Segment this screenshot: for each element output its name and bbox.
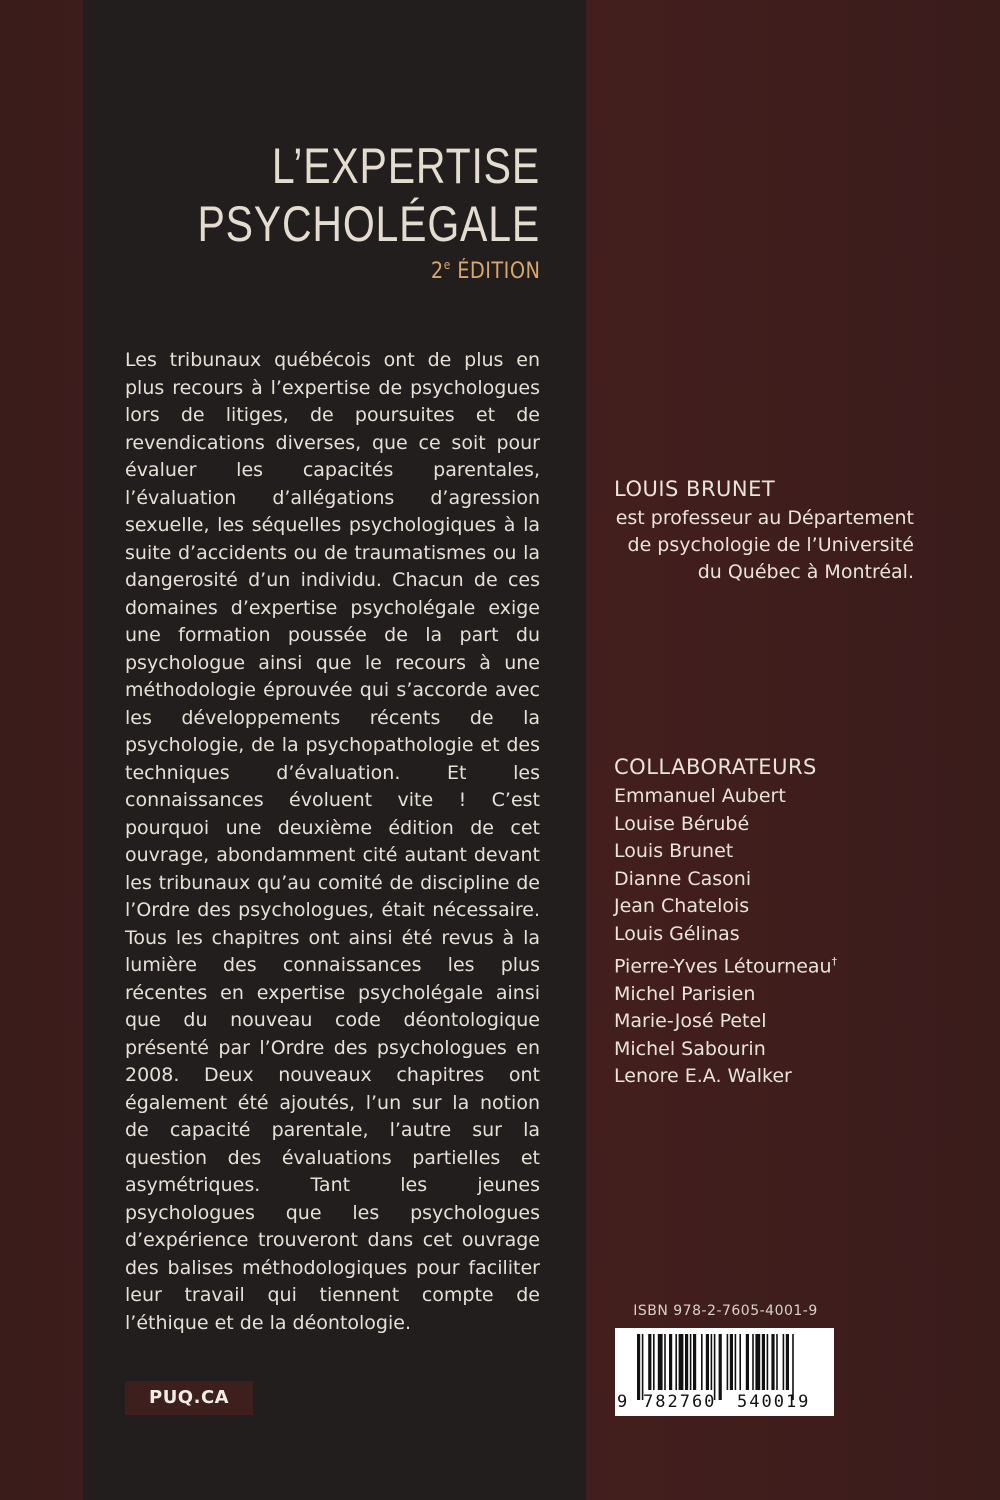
isbn-label: ISBN 978-2-7605-4001-9 [633, 1303, 818, 1319]
barcode-bar [706, 1334, 709, 1390]
barcode-bar [746, 1334, 749, 1390]
barcode-bar [648, 1334, 651, 1390]
collaborator-name: Louise Bérubé [614, 812, 750, 835]
author-name: LOUIS BRUNET [614, 477, 776, 501]
barcode-left-group: 782760 [643, 1392, 717, 1412]
barcode-bar [752, 1334, 754, 1390]
collaborator-name [614, 948, 837, 981]
book-title-line2: PSYCHOLÉGALE [197, 196, 540, 252]
author-bio: est professeur au Département de psychologie de l’Université du Québec à Montréal. [615, 507, 914, 583]
edition-number: 2 [430, 259, 444, 284]
barcode-bar [727, 1334, 729, 1390]
barcode-lead-digit: 9 [617, 1392, 628, 1412]
barcode-bar [786, 1334, 789, 1390]
collaborator-name: Louis Gélinas [614, 922, 740, 945]
barcode-bar [767, 1334, 769, 1390]
barcode-bar [771, 1334, 774, 1390]
collaborator-name: Louis Brunet [614, 840, 734, 862]
barcode-bar [730, 1334, 733, 1390]
collaborator-name: Marie-José Petel [614, 1010, 767, 1033]
barcode [615, 1328, 834, 1416]
collaborator-name: Michel Sabourin [614, 1037, 766, 1060]
barcode-bar [783, 1334, 785, 1390]
collaborator-name: Dianne Casoni [614, 867, 752, 890]
edition-suffix: e [443, 258, 451, 272]
barcode-bar [685, 1334, 688, 1390]
barcode-bar [755, 1334, 760, 1390]
collaborator-name: Jean Chatelois [614, 895, 750, 917]
barcode-digits [615, 1390, 834, 1414]
barcode-bar [693, 1334, 696, 1390]
collaborator-name: Lenore E.A. Walker [614, 1065, 792, 1088]
book-title-line1: L’EXPERTISE [271, 138, 540, 194]
barcode-bar [735, 1334, 737, 1390]
collaborators-list [614, 783, 837, 1091]
barcode-bar [739, 1334, 741, 1390]
barcode-right-group: 540019 [737, 1392, 811, 1412]
publisher-site: PUQ.CA [125, 1381, 253, 1415]
collaborator-name-text: Pierre-Yves Létourneau [614, 955, 832, 978]
barcode-bar [675, 1334, 677, 1390]
collaborator-name: Michel Parisien [614, 982, 756, 1005]
barcode-bar [711, 1334, 713, 1390]
barcode-bar [690, 1334, 692, 1390]
barcode-bar [762, 1334, 765, 1390]
collaborators-heading: COLLABORATEURS [614, 755, 817, 779]
collaborator-name: Emmanuel Aubert [614, 785, 786, 807]
deceased-mark: † [831, 955, 838, 968]
edition-label [431, 258, 540, 284]
barcode-bar [658, 1334, 663, 1390]
barcode-bar [664, 1334, 666, 1390]
barcode-bar [776, 1334, 778, 1390]
book-description: Les tribunaux québécois ont de plus en plus recours à l’expertise de psychologues lors de litiges, de poursuites et de revendications diverses, que ce soit pour évaluer les capacités parentales, l’évaluation d’allégations d’agression sexuelle, les séquelles psychologiques à la suite d’accidents ou de traumatismes ou la dangerosité d’un individu. Chacun de ces domaines d’expertise psycholégale exige une formation poussée de la part du psychologue ainsi que le recours à une méthodologie éprouvée qui s’accorde avec les développements récents de la psychologie, de la psychopathologie et des techniques d’évaluation. Et les connaissances évoluent vite ! C’est pourquoi une deuxième édition de cet ouvrage, abondamment cité autant devant les tribunaux qu’au comité de discipline de l’Ordre des psychologues, était nécessaire. Tous les chapitres ont ainsi été revus à la lumière des connaissances les plus récentes en expertise psycholégale ainsi que du nouveau code déontologique présenté par l’Ordre des psychologues en 2008. Deux nouveaux chapitres ont également été ajoutés, l’un sur la notion de capacité parentale, l’autre sur la question des évaluations partielles et asymétriques. Tant les jeunes psychologues que les psychologues d’expérience trouveront dans cet ouvrage des balises méthodologiques pour faciliter leur travail qui tiennent compte de l’éthique et de la déontologie. [125, 349, 540, 1334]
barcode-bar [653, 1334, 655, 1390]
barcode-bar [679, 1334, 684, 1390]
barcode-bar [701, 1334, 703, 1390]
barcode-bar [669, 1334, 672, 1390]
edition-word: ÉDITION [450, 259, 540, 284]
